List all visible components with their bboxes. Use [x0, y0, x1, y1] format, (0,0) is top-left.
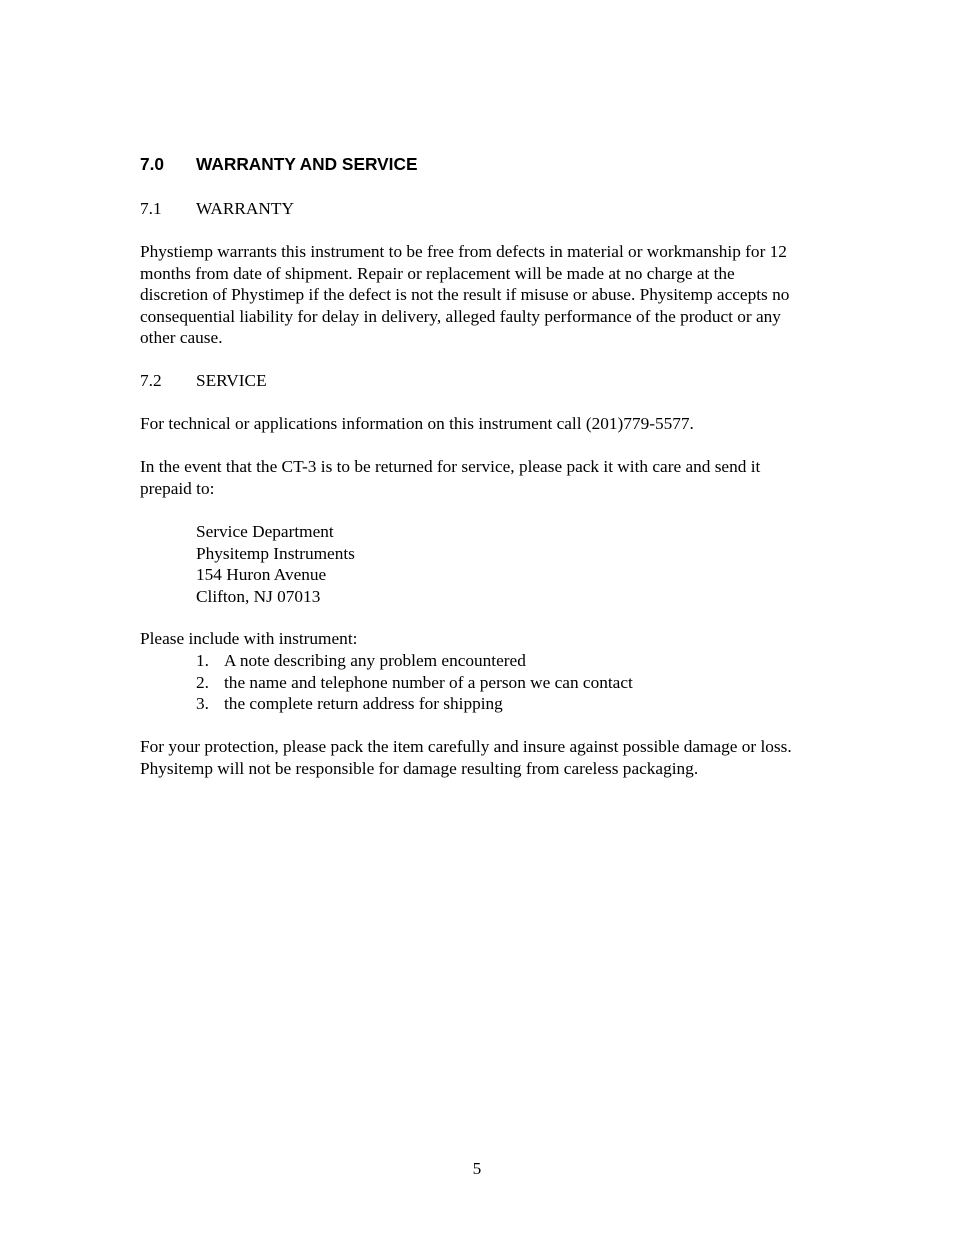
section-heading	[140, 154, 417, 176]
page-number: 5	[472, 1159, 482, 1178]
warranty-line: months from date of shipment. Repair or replacement will be made at no charge at the	[140, 263, 735, 283]
include-list	[196, 650, 633, 715]
list-item-number: 2.	[196, 672, 209, 692]
list-item	[196, 693, 633, 715]
return-line: prepaid to:	[140, 478, 215, 498]
service-address	[196, 521, 355, 607]
warranty-number: 7.1	[140, 199, 162, 218]
warranty-line: consequential liability for delay in delivery, alleged faulty performance of the product or any	[140, 306, 781, 326]
return-paragraph	[140, 456, 860, 499]
warranty-title: WARRANTY	[196, 199, 294, 218]
address-line: Service Department	[196, 522, 334, 541]
warranty-paragraph	[140, 241, 860, 349]
list-item	[196, 672, 633, 694]
contact-paragraph: For technical or applications information on this instrument call (201)779-5577.	[140, 414, 694, 433]
warranty-line: Phystiemp warrants this instrument to be free from defects in material or workmanship for 12	[140, 242, 787, 261]
list-item-number: 1.	[196, 651, 209, 670]
protection-line: For your protection, please pack the item carefully and insure against possible damage or loss.	[140, 737, 792, 756]
service-heading	[140, 370, 267, 392]
protection-line: Physitemp will not be responsible for damage resulting from careless packaging.	[140, 758, 699, 778]
protection-paragraph	[140, 736, 860, 779]
address-line: Physitemp Instruments	[196, 543, 355, 563]
address-line: 154 Huron Avenue	[196, 565, 327, 584]
return-line: In the event that the CT-3 is to be returned for service, please pack it with care and send it	[140, 457, 761, 476]
warranty-line: discretion of Phystimep if the defect is not the result if misuse or abuse. Physitemp accepts no	[140, 285, 790, 305]
list-item-text: the name and telephone number of a person we can contact	[224, 672, 633, 692]
service-title: SERVICE	[196, 371, 267, 390]
warranty-heading	[140, 198, 294, 220]
section-title: WARRANTY AND SERVICE	[196, 154, 418, 174]
list-item-text: A note describing any problem encountered	[224, 651, 526, 670]
section-number: 7.0	[140, 154, 165, 174]
service-number: 7.2	[140, 371, 162, 390]
address-line: Clifton, NJ 07013	[196, 586, 321, 606]
list-item-number: 3.	[196, 694, 209, 713]
warranty-line: other cause.	[140, 328, 223, 348]
list-item-text: the complete return address for shipping	[224, 694, 503, 713]
list-item	[196, 650, 633, 672]
include-intro: Please include with instrument:	[140, 629, 358, 648]
